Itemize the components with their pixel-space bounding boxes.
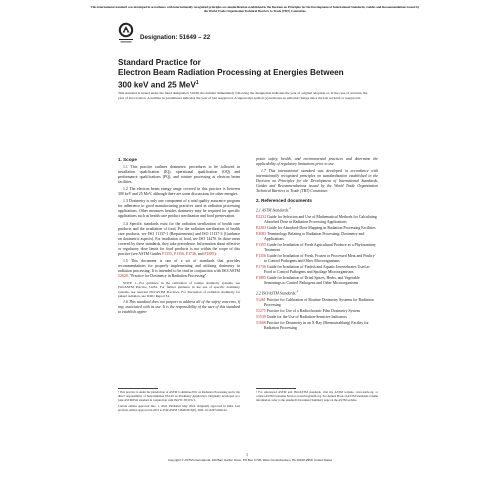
iso-standards-footnote-mark: 2 — [296, 289, 299, 294]
standard-code-link[interactable]: 51261 — [256, 297, 266, 302]
standard-title: Guide for Irradiation of Finfish and Aquatic Invertebrates Used as Food to Control Pathogens and Spoilage Microorganisms — [264, 265, 370, 275]
standard-title: Guide for Irradiation of Fresh Agricultural Produce as a Phytosanitary Treatment — [264, 242, 376, 252]
scope-1-4-end: ). — [214, 251, 217, 256]
right-column — [256, 157, 378, 332]
iso-standards-heading-text: 2.2 ISO/ASTM Standards: — [256, 291, 297, 296]
ref-link-f1355[interactable]: F1355 — [162, 251, 173, 256]
footnote-rule-left — [118, 388, 158, 389]
astm-logo-icon — [118, 22, 134, 52]
footnote-1-text: ¹ This practice is under the jurisdiction of ASTM Committee E61 on Radiation Processing and is the direct responsibility of Subcommittee E61.03 on Dosimetry Application. Originally developed as a joint ASTM/ISO standard in conjunction with ISO/TC 85/WG 3. — [118, 390, 240, 402]
standard-code-link[interactable]: E3083 — [256, 231, 267, 236]
standard-entry — [256, 243, 378, 253]
copyright-footer: Copyright © ASTM International, 100 Barr Harbor Drive, PO Box C700, West Conshohocken, PA 19428-2959. United States — [167, 458, 333, 462]
standard-entry — [256, 254, 378, 264]
standard-title: Guide for Irradiation of Dried Spices, Herbs, and Vegetable Seasonings to Control Pathogens and Other Microorganisms — [264, 276, 360, 286]
standard-title: Practice for Use of a Radiochromic Film Dosimetry System — [265, 308, 360, 313]
standard-entry — [256, 315, 378, 320]
designation: Designation: 51649 – 22 — [140, 34, 211, 41]
ref-link-f1885[interactable]: F1885 — [204, 251, 215, 256]
standard-entry — [256, 232, 378, 242]
footnote-1 — [118, 391, 240, 413]
ref-link-f1736[interactable]: F1736 — [185, 251, 196, 256]
footnote-1b-text: Current edition approved Dec. 1, 2022. Published May 2024. Originally approved in 1994. Last previous edition approved in 2015 as ISO/ASTM 51649:2015(E). DOI: 10.1520/51649-22. — [118, 403, 240, 412]
iso-standards-list — [256, 298, 378, 331]
astm-standards-heading — [256, 206, 378, 213]
title-line-2: Electron Beam Radiation Processing at Energies Between — [118, 68, 344, 77]
scope-1-3: 1.3 Dosimetry is only one component of a total quality assurance program for adherence to good manufacturing practices used in radiation processing applications. Other measures besides dosimetry may be required for specific applications such as health care product sterilization and food preservation. — [118, 199, 240, 219]
footnote-2: ² For referenced ASTM and ISO/ASTM standards, visit the ASTM website, www.astm.org, or contact ASTM Customer Service at service@astm.org. For Annual Book of ASTM Standards volume information, refer to the standard's Document Summary page on the ASTM website. — [256, 390, 378, 402]
standard-entry — [256, 226, 378, 231]
scope-1-4-text: 1.4 Specific standards exist for the radiation sterilization of health care products and the irradiation of food. For the radiation sterilization of health care products, see ISO 11137-1 (Requirements) and ISO 11137-3 (Guidance on dosimetric aspects). For irradiation of food, see ISO 14470. In those areas covered by these standards, they take precedence. Information about effective or regulatory dose limits for food products is not within the scope of this practice (see ASTM Guides — [118, 221, 240, 256]
standard-title: Guide for Selection and Use of Mathematical Methods for Calculating Absorbed Dose in Radiation Processing Applications — [264, 214, 377, 224]
scope-1-7: 1.7 This international standard was developed in accordance with internationally recognized principles on standardization established in the Decision on Principles for the Development of International Standards, Guides and Recommendations issued by the World Trade Organization Technical Barriers to Trade (TBT) Committee. — [256, 169, 378, 194]
astm-standards-footnote-mark: 2 — [289, 206, 292, 211]
standard-entry — [256, 215, 378, 225]
standard-code-link[interactable]: 51539 — [256, 314, 266, 319]
standard-title: Practice for Calibration of Routine Dosimetry Systems for Radiation Processing — [264, 297, 374, 307]
scope-1-1: 1.1 This practice outlines dosimetric procedures to be followed in installation qualification (IQ), operational qualification (OQ) and performance qualifications (PQ), and routine processing at electron beam facilities. — [118, 165, 240, 185]
title-line-1: Standard Practice for — [118, 58, 201, 67]
scope-heading: 1. Scope — [118, 157, 137, 162]
scope-1-2: 1.2 The electron beam energy range covered in this practice is between 300 keV and 25 MeV, although there are some discussions for other energies. — [118, 187, 240, 197]
iso-standards-heading — [256, 289, 378, 296]
standard-entry — [256, 276, 378, 286]
left-column — [118, 157, 240, 317]
footnote-rule-right — [256, 388, 296, 389]
scope-1-4-and: , and — [195, 251, 205, 256]
astm-standards-list — [256, 215, 378, 287]
standard-code-link[interactable]: F1355 — [256, 242, 266, 247]
document-title — [118, 58, 398, 91]
standard-entry — [256, 309, 378, 314]
issue-statement: This standard is issued under the fixed designation 51649; the number immediately following the designation indicates the year of original adoption or, in the case of revision, the year of last revision. A number in parentheses indicates the year of last reapproval. A superscript epsilon (ε) indicates an editorial change since the last revision or reapproval. — [118, 91, 368, 100]
standard-code-link[interactable]: F1736 — [256, 265, 266, 270]
astm-standards-heading-text: 2.1 ASTM Standards: — [256, 208, 290, 213]
title-line-3 — [118, 78, 398, 91]
note-1: NOTE 1—For guidance in the calibration of routine dosimetry systems, see ISO/ASTM Practice 51261. For further guidance in the use of specific dosimetry systems, see relevant ISO/ASTM Practices. For discussion of radiation dosimetry for pulsed radiation, see ICRU Report 34. — [118, 281, 240, 298]
standard-code-link[interactable]: 51275 — [256, 308, 266, 313]
top-notice: This international standard was developed in accordance with internationally recognized principles on standardization established in the Decision on Principles for the Development of International Standards, Guides and Recommendations issued by the World Trade Organization Technical Barriers to Trade (TBT) Committee. — [90, 5, 420, 14]
ref-link-52628[interactable]: 52628 — [118, 273, 128, 278]
ref-link-f1356[interactable]: F1356 — [174, 251, 184, 256]
scope-1-6: 1.6 This standard does not purport to address all of the safety concerns, if any, associated with its use. It is the responsibility of the user of this standard to establish appro- — [118, 300, 240, 315]
standard-code-link[interactable]: E2232 — [256, 214, 267, 219]
standard-entry — [256, 298, 378, 308]
standard-entry — [256, 265, 378, 275]
standard-code-link[interactable]: F1885 — [256, 276, 266, 281]
page-number: 1 — [246, 452, 248, 457]
scope-1-6-cont: priate safety, health, and environmental practices and determine the applicability of regulatory limitations prior to use. — [256, 157, 378, 167]
standard-code-link[interactable]: E2303 — [256, 225, 267, 230]
standard-title: Guide for Irradiation of Fresh, Frozen or Processed Meat and Poultry to Control Pathogens and Other Microorganisms — [264, 254, 375, 264]
standard-title: Terminology Relating to Radiation Processing: Dosimetry and Applications — [264, 231, 365, 241]
scope-1-4: 1.4 Specific standards exist for the radiation sterilization of health care products and the irradiation of food. For the radiation sterilization of health care products, see ISO 11137-1 (Requirements) and ISO 11137-3 (Guidance on dosimetric aspects). For irradiation of food, see ISO 14470. In those areas covered by these standards, they take precedence. Information about effective or regulatory dose limits for food products is not within the scope of this practice (see ASTM Guides F1355, F1356, F1736, and F1885). — [118, 221, 240, 256]
standard-title: Guide for Absorbed-Dose Mapping in Radiation Processing Facilities — [266, 225, 376, 230]
referenced-heading: 2. Referenced documents — [256, 198, 312, 204]
title-line-3-text: 300 keV and 25 MeV — [118, 80, 196, 90]
standard-entry — [256, 321, 378, 331]
scope-1-5-end: , "Practice for Dosimetry in Radiation Processing". — [127, 273, 208, 278]
scope-1-5-text: 1.5 This document is one of a set of standards that provides recommendations for properly implementing and utilizing dosimetry in radiation processing. It is intended to be read in conjunction with ISO/ASTM — [118, 258, 240, 273]
standard-title: Guide for the Use of Radiation-Sensitive Indicators — [265, 314, 347, 319]
scope-1-5 — [118, 259, 240, 279]
standard-title: Practice for Dosimetry in an X-Ray (Bremsstrahlung) Facility for Radiation Processing — [264, 320, 369, 330]
title-footnote-mark: 1 — [195, 80, 199, 86]
standard-code-link[interactable]: 51608 — [256, 320, 266, 325]
standard-code-link[interactable]: F1356 — [256, 254, 266, 259]
